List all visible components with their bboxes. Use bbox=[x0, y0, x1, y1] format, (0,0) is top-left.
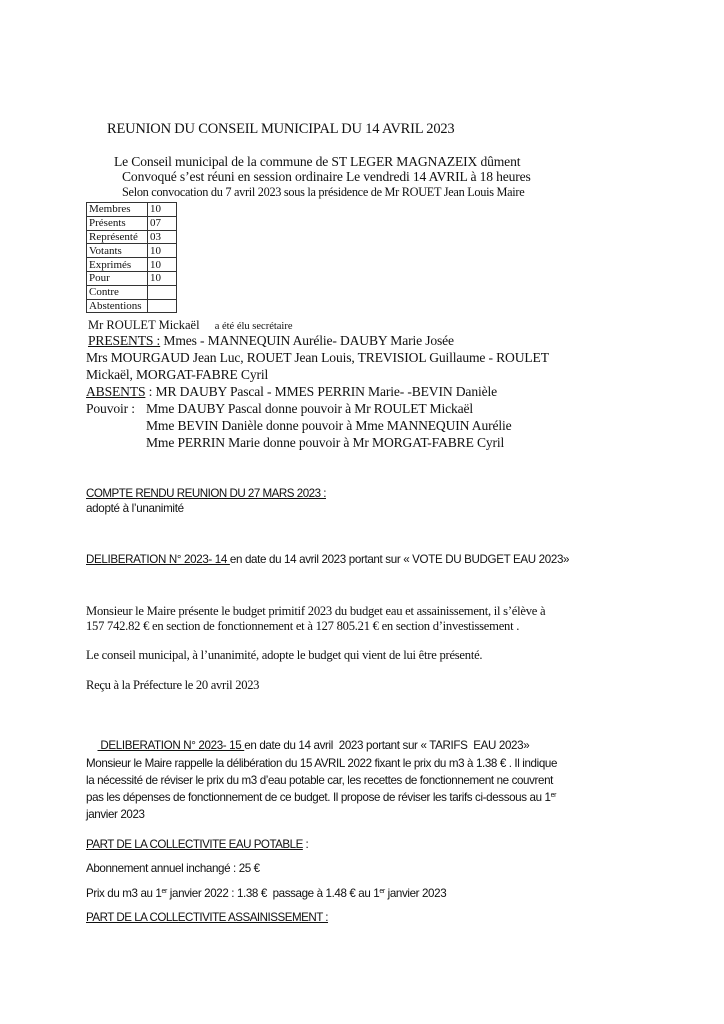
absents-line bbox=[86, 384, 497, 400]
part-eau-heading: PART DE LA COLLECTIVITE EAU POTABLE bbox=[86, 838, 303, 851]
stat-value: 03 bbox=[148, 230, 177, 244]
part-eau-colon: : bbox=[302, 838, 309, 851]
table-row bbox=[87, 203, 177, 217]
presents-line-3: Mickaël, MORGAT-FABRE Cyril bbox=[86, 367, 269, 382]
deliberation-15-ref: DELIBERATION N° 2023- 15 bbox=[97, 739, 245, 752]
stat-value: 10 bbox=[148, 271, 177, 285]
presents-line-2: Mrs MOURGAUD Jean Luc, ROUET Jean Louis, TREVISIOL Guillaume - ROULET bbox=[86, 350, 549, 365]
stat-label: Abstentions bbox=[87, 299, 148, 313]
deliberation-14-heading bbox=[86, 553, 569, 566]
deliberation-14-ref: DELIBERATION N° 2023- 14 bbox=[86, 553, 230, 566]
absents-label: ABSENTS bbox=[86, 384, 146, 399]
part-assainissement-heading: PART DE LA COLLECTIVITE ASSAINISSEMENT : bbox=[86, 911, 329, 924]
deliberation-14-body-2: 157 742.82 € en section de fonctionnement et à 127 805.21 € en section d’investissement . bbox=[86, 619, 520, 633]
presents-line-1 bbox=[88, 333, 454, 349]
deliberation-14-decision: Le conseil municipal, à l’unanimité, adopte le budget qui vient de lui être présenté. bbox=[86, 648, 483, 662]
table-row bbox=[87, 299, 177, 313]
stat-value: 07 bbox=[148, 216, 177, 230]
deliberation-14-prefecture: Reçu à la Préfecture le 20 avril 2023 bbox=[86, 678, 260, 692]
stat-label: Présents bbox=[87, 216, 148, 230]
pouvoir-label: Pouvoir : bbox=[86, 401, 135, 416]
pouvoir-line-1: Mme DAUBY Pascal donne pouvoir à Mr ROULET Mickaël bbox=[146, 401, 474, 416]
pouvoir-line-2: Mme BEVIN Danièle donne pouvoir à Mme MANNEQUIN Aurélie bbox=[146, 418, 512, 433]
ordinal-superscript: er bbox=[379, 888, 385, 895]
intro-line-2: Convoqué s’est réuni en session ordinaire Le vendredi 14 AVRIL à 18 heures bbox=[122, 169, 531, 184]
table-row bbox=[87, 285, 177, 299]
stat-value: 10 bbox=[148, 244, 177, 258]
abonnement-line: Abonnement annuel inchangé : 25 € bbox=[86, 862, 260, 875]
deliberation-14-subject: en date du 14 avril 2023 portant sur « VOTE DU BUDGET EAU 2023» bbox=[229, 553, 570, 566]
prix-text-a: Prix du m3 au 1 bbox=[86, 887, 162, 900]
secretary-text: a été élu secrétaire bbox=[214, 321, 293, 332]
deliberation-15-body-2: la nécessité de réviser le prix du m3 d’eau potable car, les recettes de fonctionnement ne couvrent bbox=[86, 774, 553, 787]
page-title: REUNION DU CONSEIL MUNICIPAL DU 14 AVRIL 2023 bbox=[107, 121, 455, 137]
deliberation-15-subject: en date du 14 avril 2023 portant sur « TARIFS EAU 2023» bbox=[244, 739, 530, 752]
prix-text-b: janvier 2022 : 1.38 € passage à 1.48 € au 1 bbox=[166, 887, 380, 900]
secretary-name: Mr ROULET Mickaël bbox=[88, 318, 200, 332]
prix-line bbox=[86, 887, 446, 900]
stat-value bbox=[148, 285, 177, 299]
presents-label: PRESENTS : bbox=[88, 333, 161, 348]
vote-stats-table bbox=[86, 202, 177, 313]
presents-text: Mmes - MANNEQUIN Aurélie- DAUBY Marie Josée bbox=[160, 333, 454, 348]
stat-label: Exprimés bbox=[87, 258, 148, 272]
deliberation-14-body-1: Monsieur le Maire présente le budget primitif 2023 du budget eau et assainissement, il s’élève à bbox=[86, 604, 546, 618]
compte-rendu-text: adopté à l’unanimité bbox=[86, 502, 184, 515]
pouvoir-line-3: Mme PERRIN Marie donne pouvoir à Mr MORGAT-FABRE Cyril bbox=[146, 435, 505, 450]
intro-line-1: Le Conseil municipal de la commune de ST LEGER MAGNAZEIX dûment bbox=[114, 154, 521, 169]
compte-rendu-heading: COMPTE RENDU REUNION DU 27 MARS 2023 : bbox=[86, 487, 326, 500]
secretary-line bbox=[88, 318, 293, 333]
table-row bbox=[87, 216, 177, 230]
intro-line-3: Selon convocation du 7 avril 2023 sous la présidence de Mr ROUET Jean Louis Maire bbox=[122, 185, 525, 199]
part-eau-heading-line bbox=[86, 838, 308, 851]
table-row bbox=[87, 244, 177, 258]
deliberation-15-body-1: Monsieur le Maire rappelle la délibération du 15 AVRIL 2022 fixant le prix du m3 à 1.38 € . Il indique bbox=[86, 757, 558, 770]
stat-label: Représenté bbox=[87, 230, 148, 244]
table-row bbox=[87, 230, 177, 244]
stat-value bbox=[148, 299, 177, 313]
deliberation-15-body-3-text: pas les dépenses de fonctionnement de ce budget. Il propose de réviser les tarifs ci-dessous au 1 bbox=[86, 791, 551, 804]
ordinal-superscript: er bbox=[550, 792, 557, 799]
deliberation-15-body-3 bbox=[86, 791, 556, 804]
ordinal-superscript: er bbox=[161, 888, 167, 895]
deliberation-15-body-4: janvier 2023 bbox=[86, 808, 145, 821]
stat-label: Pour bbox=[87, 271, 148, 285]
stat-label: Membres bbox=[87, 203, 148, 217]
prix-text-c: janvier 2023 bbox=[384, 887, 447, 900]
table-row bbox=[87, 271, 177, 285]
stat-value: 10 bbox=[148, 258, 177, 272]
table-row bbox=[87, 258, 177, 272]
stat-label: Contre bbox=[87, 285, 148, 299]
stat-value: 10 bbox=[148, 203, 177, 217]
stat-label: Votants bbox=[87, 244, 148, 258]
absents-text: : MR DAUBY Pascal - MMES PERRIN Marie- -BEVIN Danièle bbox=[145, 384, 497, 399]
